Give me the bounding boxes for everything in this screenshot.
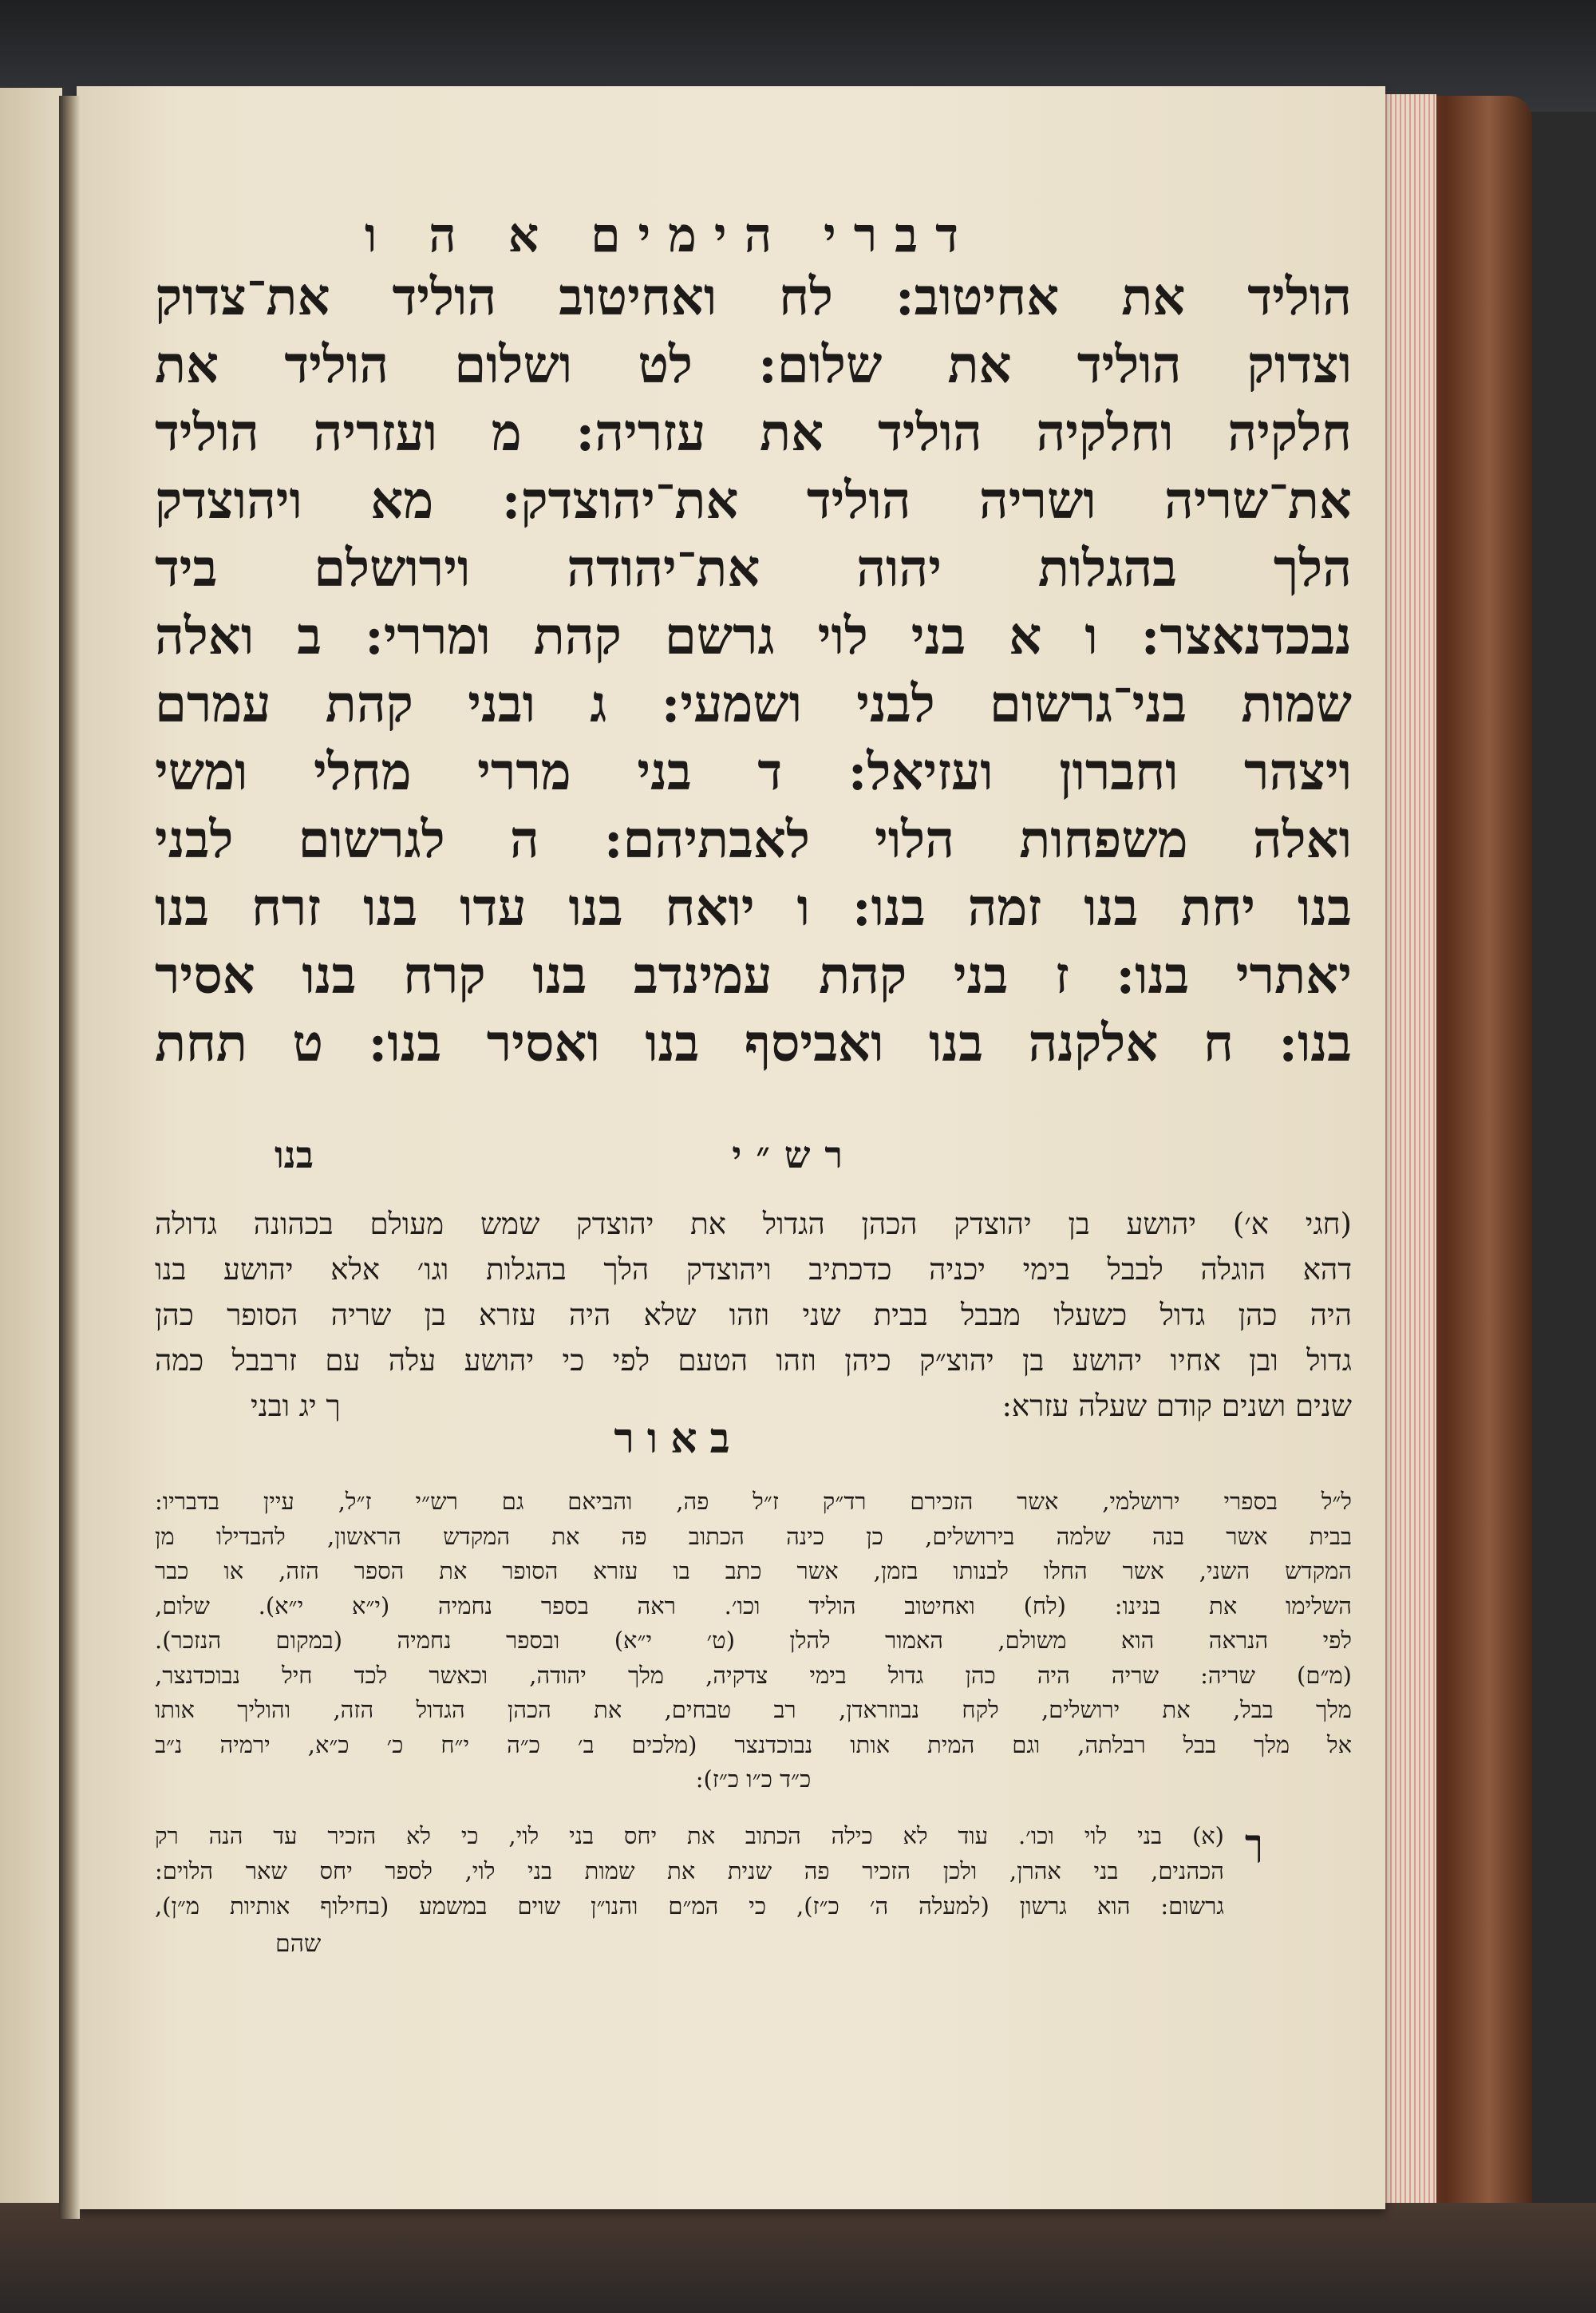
- catchword: בנו: [275, 1133, 314, 1176]
- main-text-line: שמות בני־גרשום לבני ושמעי: ג ובני קהת עמרם: [154, 674, 1352, 734]
- biur-title: באור: [614, 1414, 743, 1463]
- main-text-line: הלך בהגלות יהוה את־יהודה וירושלם ביד: [155, 539, 1352, 599]
- rashi-line: היה כהן גדול כשעלו מבבל בבית שני וזהו שלא היה עזרא בן שריה הסופר כהן: [154, 1298, 1352, 1332]
- biur-section-line: (א) בני לוי וכו׳. עוד לא כילה הכתוב את יחס בני לוי, כי לא הזכיר עד הנה רק: [155, 1822, 1224, 1849]
- bottom-background: [0, 2203, 1596, 2313]
- biur-line: ל״ל בספרי ירושלמי, אשר הזכירם רד״ק ז״ל פה, והביאם גם רש״י ז״ל, עיין בדבריו:: [155, 1488, 1352, 1515]
- book-gutter: [59, 96, 80, 2219]
- main-text-line: הוליד את אחיטוב: לח ואחיטוב הוליד את־צדוק: [154, 267, 1352, 327]
- biur-line: המקדש השני, אשר החלו לבנותו בזמן, אשר כתב בו עזרא הסופר את הספר הזה, או כבר: [155, 1557, 1352, 1584]
- main-text-line: בנו: ח אלקנה בנו ואביסף בנו ואסיר בנו: ט תחת: [154, 1014, 1352, 1073]
- biur-commentary: [155, 1485, 1352, 1797]
- main-text-line: את־שריה ושריה הוליד את־יהוצדק: מא ויהוצדק: [155, 471, 1352, 531]
- biur-section: [155, 1818, 1224, 1924]
- rashi-line: שנים ושנים קודם שעלה עזרא:: [1001, 1389, 1352, 1423]
- main-text: [155, 263, 1352, 1077]
- rashi-header: [155, 1133, 1352, 1197]
- running-head: דברי הימים א ה ו: [365, 208, 976, 263]
- main-text-line: יאתרי בנו: ז בני קהת עמינדב בנו קרח בנו אסיר: [154, 946, 1352, 1006]
- main-text-line: ויצהר וחברון ועזיאל: ד בני מררי מחלי ומשי: [155, 742, 1352, 802]
- biur-section-line: גרשום: הוא גרשון (למעלה ה׳ כ״ז), כי המ״ם והנו״ן שוים במשמע (בחילוף אותיות מ״ן),: [154, 1892, 1224, 1920]
- rashi-catchword: ך יג ובני: [251, 1389, 341, 1423]
- biur-section-line: הכהנים, בני אהרן, ולכן הזכיר פה שנית את שמות בני לוי, לספר יחס שאר הלוים:: [154, 1857, 1224, 1884]
- rashi-line: דהא הוגלה לבבל בימי יכניה כדכתיב ויהוצדק הלך בהגלות וגו׳ אלא יהושע בנו: [155, 1252, 1352, 1287]
- rashi-line: גדול ובן אחיו יהושע בן יהוצ״ק כיהן וזהו הטעם לפי כי יהושע עלה עם זרבבל כמה: [154, 1343, 1352, 1378]
- biur-line: בבית אשר בנה שלמה בירושלים, כן כינה הכתוב פה את המקדש הראשון, להבדילו מן: [155, 1522, 1352, 1550]
- main-text-line: חלקיה וחלקיה הוליד את עזריה: מ ועזריה הוליד: [155, 403, 1352, 463]
- section-margin-mark: ך: [1245, 1821, 1263, 1864]
- biur-line: מלך בבל, את ירושלים, לקח נבוזראדן, רב טבחים, את הכהן הגדול הזה, והוליך אותו: [154, 1696, 1352, 1723]
- facing-page-edge: [0, 88, 62, 2227]
- main-text-line: בנו יחת בנו זמה בנו: ו יואח בנו עדו בנו זרח בנו: [154, 878, 1352, 938]
- rashi-commentary: [155, 1201, 1352, 1429]
- biur-line: כ״ד כ״ו כ״ז):: [695, 1765, 812, 1793]
- main-text-line: נבכדנאצר: ו א בני לוי גרשם קהת ומררי: ב ואלה: [155, 607, 1352, 666]
- rashi-label: רש״י: [732, 1133, 857, 1176]
- rashi-line: (חגי א׳) יהושע בן יהוצדק הכהן הגדול את יהוצדק שמש מעולם בכהונה גדולה: [154, 1207, 1352, 1241]
- biur-line: לפי הנראה הוא משולם, האמור להלן (ט׳ י״א) ובספר נחמיה (במקום הנזכר).: [154, 1627, 1352, 1654]
- biur-line: (מ״ם) שריה: שריה היה כהן גדול בימי צדקיה, מלך יהודה, וכאשר לכד חיל נבוכדנצר,: [154, 1661, 1352, 1689]
- biur-line: השלימו את בנינו: (לח) ואחיטוב הוליד וכו׳. ראה בספר נחמיה (י״א י״א). שלום,: [155, 1591, 1352, 1619]
- main-text-line: וצדוק הוליד את שלום: לט ושלום הוליד את: [155, 335, 1352, 395]
- page-catchword: שהם: [275, 1930, 322, 1958]
- main-text-line: ואלה משפחות הלוי לאבתיהם: ה לגרשום לבני: [155, 810, 1352, 870]
- biur-line: אל מלך בבל רבלתה, וגם המית אותו נבוכדנצר (מלכים ב׳ כ״ה י״ח כ׳ כ״א, ירמיה נ״ב: [155, 1730, 1352, 1758]
